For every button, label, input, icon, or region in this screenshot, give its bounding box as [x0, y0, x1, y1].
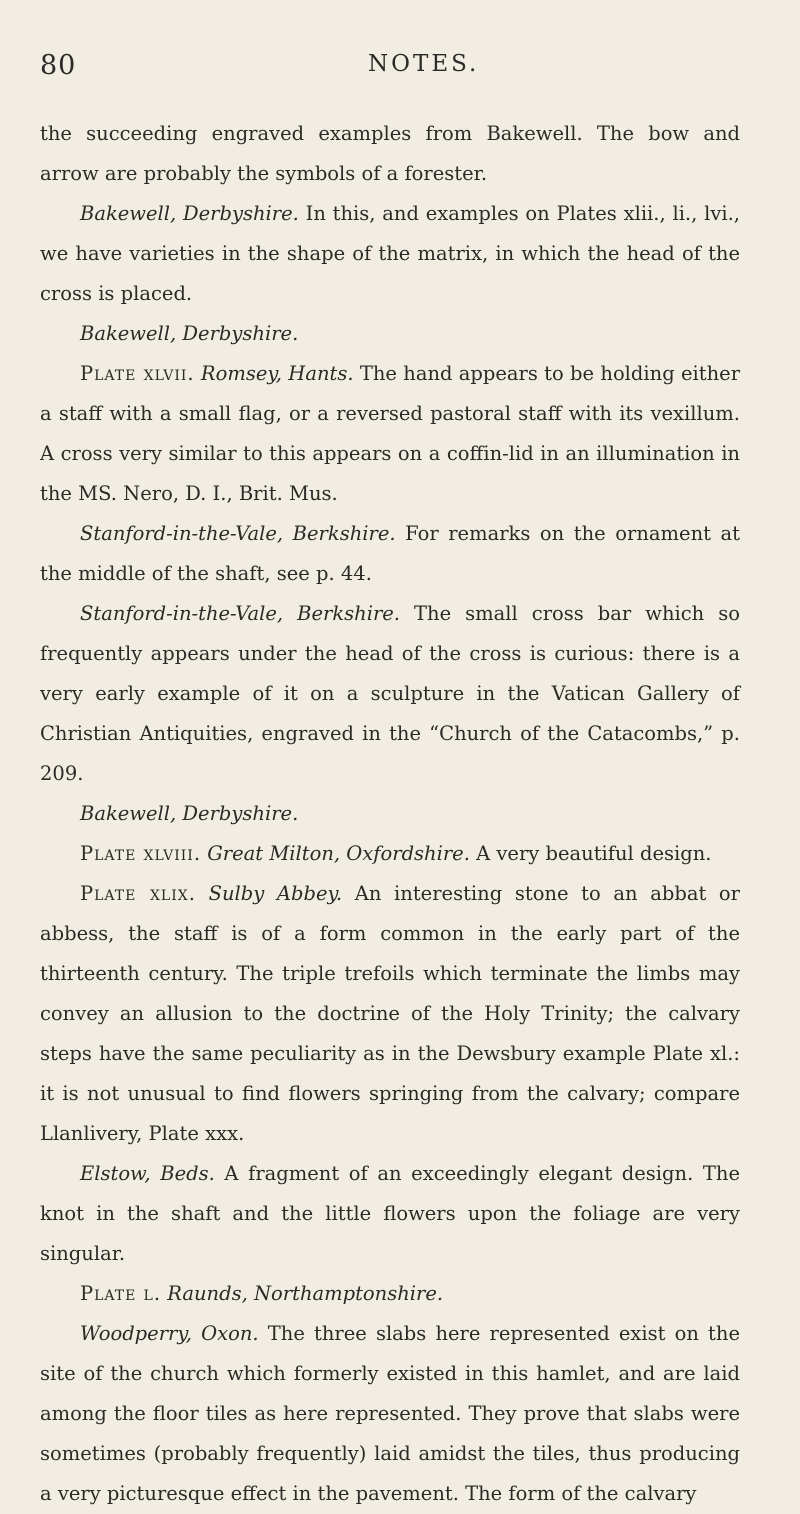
location-name: Raunds, Northamptonshire. — [167, 1282, 444, 1305]
paragraph — [40, 794, 740, 834]
paragraph — [40, 834, 740, 874]
paragraph-body: The small cross bar which so frequently appears under the head of the cross is curious: there is a very early example of it on a sculpture in the Vatican Gallery of Christian Antiquities, engraved in the “Church of the Catacombs,” p. 209. — [40, 602, 740, 785]
location-name: Stanford-in-the-Vale, Berkshire. — [80, 602, 401, 625]
paragraph — [40, 1274, 740, 1314]
plate-reference: Plate xlvii. — [80, 362, 195, 385]
running-title: NOTES. — [368, 51, 480, 77]
paragraph — [40, 594, 740, 794]
paragraph-body: The hand appears to be holding either a staff with a small flag, or a reversed pastoral staff with its vexillum. A cross very similar to this appears on a coffin-lid in an illumination in the MS. Nero, D. I., Brit. Mus. — [40, 362, 741, 505]
paragraph — [40, 1154, 740, 1274]
paragraph-body: the succeeding engraved examples from Bakewell. The bow and arrow are probably the symbols of a forester. — [40, 122, 740, 185]
plate-reference: Plate l. — [80, 1282, 162, 1305]
running-head — [40, 44, 740, 88]
paragraph — [40, 114, 740, 194]
paragraph — [40, 874, 740, 1154]
plate-reference: Plate xlviii. — [80, 842, 202, 865]
body-text — [40, 114, 740, 1514]
location-name: Sulby Abbey. — [208, 882, 343, 905]
paragraph-body: In this, and examples on Plates xlii., li., lvi., we have varieties in the shape of the matrix, in which the head of the cross is placed. — [40, 202, 740, 305]
location-name: Bakewell, Derbyshire. — [80, 802, 299, 825]
page-number: 80 — [40, 50, 77, 81]
location-name: Romsey, Hants. — [200, 362, 354, 385]
paragraph — [40, 314, 740, 354]
paragraph-body: An interesting stone to an abbat or abbess, the staff is of a form common in the early part of the thirteenth century. The triple trefoils which terminate the limbs may convey an allusion to the doctrine of the Holy Trinity; the calvary steps have the same peculiarity as in the Dewsbury example Plate xl.: it is not unusual to find flowers springing from the calvary; compare Llanlivery, Plate xxx. — [40, 882, 740, 1145]
paragraph-body: A very beautiful design. — [469, 842, 712, 865]
paragraph — [40, 194, 740, 314]
paragraph — [40, 1314, 740, 1514]
location-name: Elstow, Beds. — [80, 1162, 215, 1185]
location-name: Great Milton, Oxfordshire. — [207, 842, 470, 865]
paragraph — [40, 354, 740, 514]
location-name: Bakewell, Derbyshire. — [80, 202, 299, 225]
paragraph-body: A fragment of an exceedingly elegant design. The knot in the shaft and the little flowers upon the foliage are very singular. — [40, 1162, 741, 1265]
paragraph-body: The three slabs here represented exist on the site of the church which formerly existed in this hamlet, and are laid among the floor tiles as here represented. They prove that slabs were sometimes (probably frequently) laid amidst the tiles, thus producing a very picturesque effect in the pavement. The form of the calvary — [40, 1322, 740, 1505]
paragraph — [40, 514, 740, 594]
location-name: Stanford-in-the-Vale, Berkshire. — [80, 522, 396, 545]
location-name: Woodperry, Oxon. — [80, 1322, 259, 1345]
plate-reference: Plate xlix. — [80, 882, 196, 905]
paragraph-body: For remarks on the ornament at the middle of the shaft, see p. 44. — [40, 522, 740, 585]
location-name: Bakewell, Derbyshire. — [80, 322, 299, 345]
